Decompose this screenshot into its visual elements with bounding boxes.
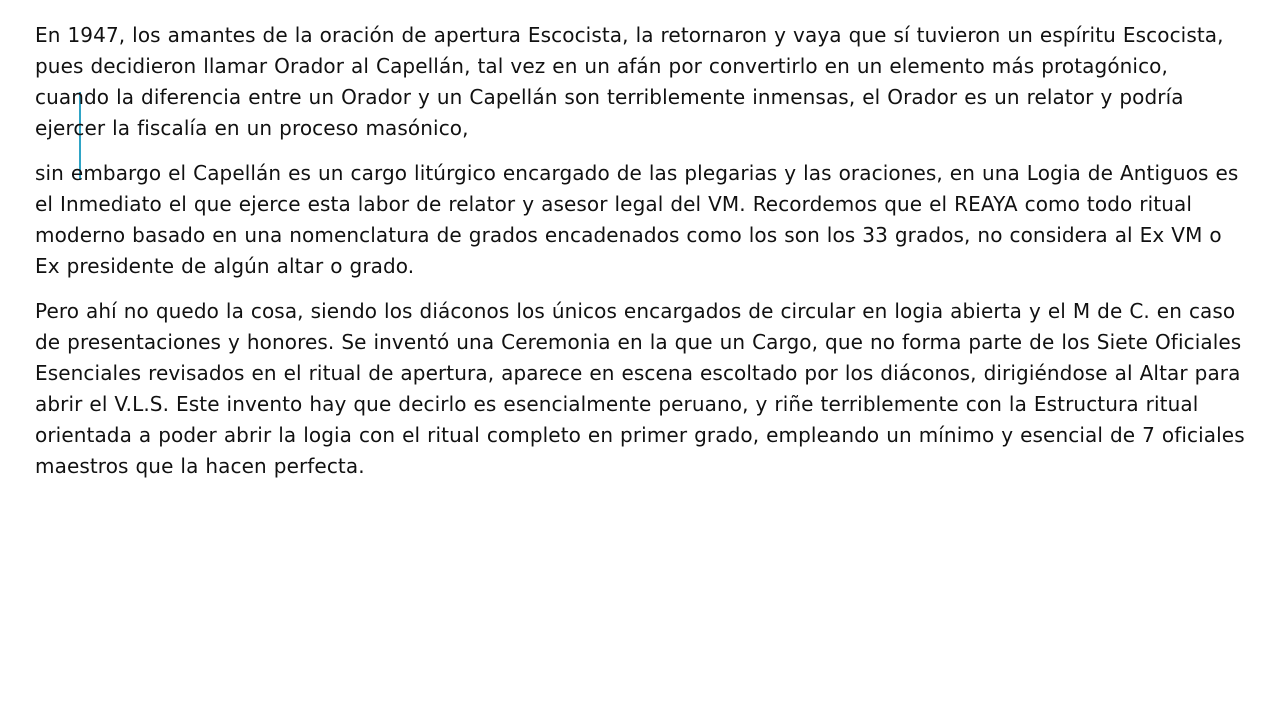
paragraph-3: Pero ahí no quedo la cosa, siendo los diáconos los únicos encargados de circular en logia abierta y el M de C. en caso de presentaciones y honores. Se inventó una Ceremonia en la que un Cargo, que no forma parte de los Siete Oficiales Esenciales revisados en el ritual de apertura, aparece en escena escoltado por los diáconos, dirigiéndose al Altar para abrir el V.L.S. Este invento hay que decirlo es esencialmente peruano, y riñe terriblemente con la Estructura ritual orientada a poder abrir la logia con el ritual completo en primer grado, empleando un mínimo y esencial de 7 oficiales maestros que la hacen perfecta.	[35, 299, 1245, 478]
paragraph-1: En 1947, los amantes de la oración de apertura Escocista, la retornaron y vaya que sí tuvieron un espíritu Escocista, pues decidieron llamar Orador al Capellán, tal vez en un afán por convertirlo en un elemento más protagónico, cuando la diferencia entre un Orador y un Capellán son terriblemente inmensas, el Orador es un relator y podría ejercer la fiscalía en un proceso masónico,	[35, 23, 1224, 140]
paragraph-2: sin embargo el Capellán es un cargo litúrgico encargado de las plegarias y las oraciones, en una Logia de Antiguos es el Inmediato el que ejerce esta labor de relator y asesor legal del VM. Recordemos que el REAYA como todo ritual moderno basado en una nomenclatura de grados encadenados como los son los 33 grados, no considera al Ex VM o Ex presidente de algún altar o grado.	[35, 161, 1239, 278]
slide-body	[35, 20, 1247, 496]
